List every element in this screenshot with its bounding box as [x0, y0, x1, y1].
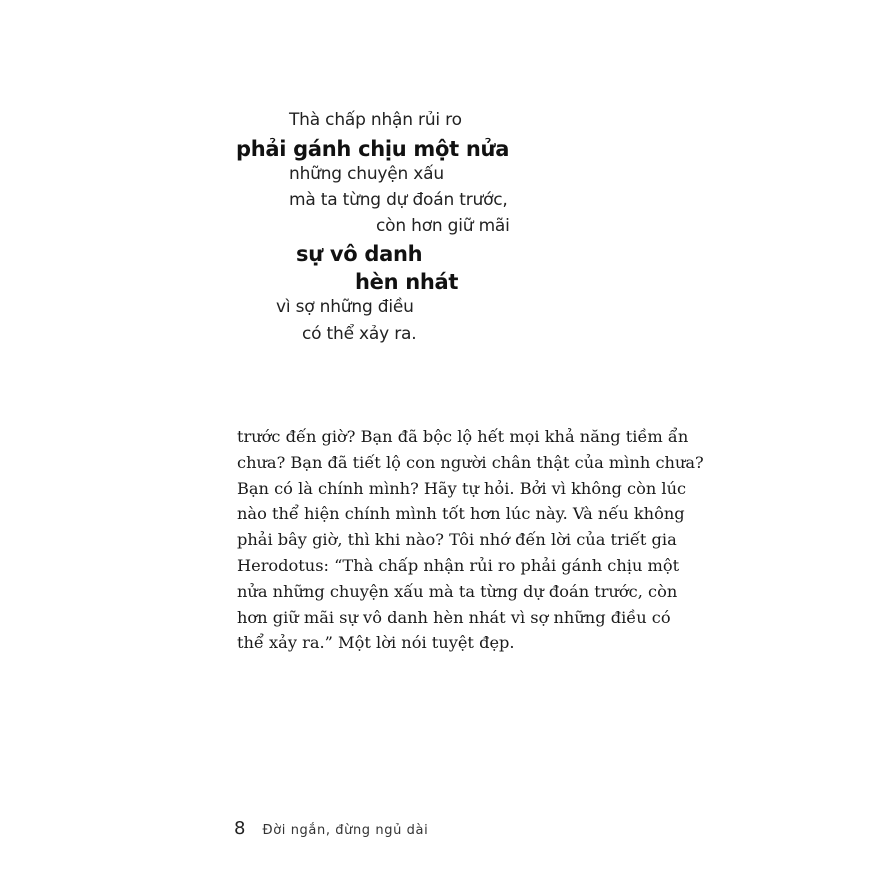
- body-line: Bạn có là chính mình? Hãy tự hỏi. Bởi vì không còn lúc: [237, 478, 687, 498]
- body-line: nào thể hiện chính mình tốt hơn lúc này. Và nếu không: [237, 504, 685, 524]
- quote-line: vì sợ những điều: [276, 297, 414, 317]
- body-line: nửa những chuyện xấu mà ta từng dự đoán trước, còn: [237, 581, 678, 601]
- body-line: trước đến giờ? Bạn đã bộc lộ hết mọi khả năng tiềm ẩn: [237, 427, 689, 446]
- page-number: 8: [234, 818, 246, 839]
- quote-line-emphasis: sự vô danh: [296, 242, 423, 266]
- quote-line: mà ta từng dự đoán trước,: [289, 190, 508, 210]
- quote-line-emphasis: hèn nhát: [355, 270, 459, 294]
- body-line: phải bây giờ, thì khi nào? Tôi nhớ đến lời của triết gia: [237, 530, 677, 550]
- body-line: thể xảy ra.” Một lời nói tuyệt đẹp.: [237, 633, 515, 653]
- page-footer: [234, 818, 428, 839]
- quote-line: những chuyện xấu: [289, 164, 444, 184]
- quote-line-emphasis: phải gánh chịu một nửa: [236, 137, 510, 161]
- body-line: chưa? Bạn đã tiết lộ con người chân thật của mình chưa?: [237, 452, 704, 472]
- body-paragraph: [237, 424, 704, 656]
- quote-line: Thà chấp nhận rủi ro: [289, 110, 462, 130]
- quote-line: có thể xảy ra.: [302, 324, 417, 344]
- running-title: Đời ngắn, đừng ngủ dài: [262, 823, 429, 838]
- body-line: hơn giữ mãi sự vô danh hèn nhát vì sợ những điều có: [237, 607, 671, 627]
- body-line: Herodotus: “Thà chấp nhận rủi ro phải gánh chịu một: [237, 555, 680, 575]
- quote-line: còn hơn giữ mãi: [376, 216, 510, 236]
